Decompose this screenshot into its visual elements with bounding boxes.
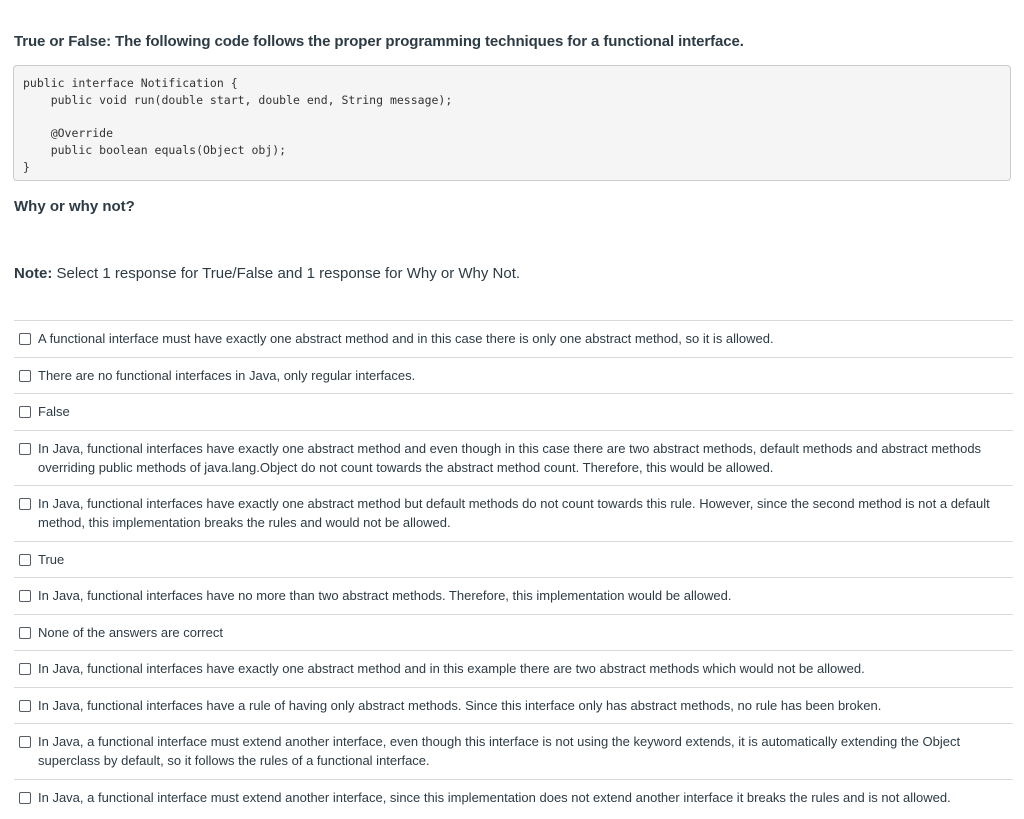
answer-option[interactable] bbox=[14, 577, 1013, 614]
why-label: Why or why not? bbox=[14, 198, 135, 215]
note bbox=[14, 265, 520, 282]
answer-text: In Java, a functional interface must extend another interface, since this implementation does not extend another interface it breaks the rules and is not allowed. bbox=[38, 789, 951, 805]
answer-option[interactable] bbox=[14, 430, 1013, 486]
answer-list bbox=[14, 320, 1013, 815]
answer-option[interactable] bbox=[14, 320, 1013, 357]
answer-text: None of the answers are correct bbox=[38, 624, 223, 640]
checkbox-icon[interactable] bbox=[19, 554, 31, 566]
answer-text: There are no functional interfaces in Java, only regular interfaces. bbox=[38, 367, 416, 383]
answer-text: In Java, functional interfaces have a rule of having only abstract methods. Since this interface only has abstract methods, no rule has been broken. bbox=[38, 697, 882, 713]
checkbox-icon[interactable] bbox=[19, 663, 31, 675]
answer-option[interactable] bbox=[14, 485, 1013, 541]
answer-text: True bbox=[38, 551, 65, 567]
answer-text: False bbox=[38, 404, 70, 419]
checkbox-icon[interactable] bbox=[19, 333, 31, 345]
answer-option[interactable] bbox=[14, 650, 1013, 687]
checkbox-icon[interactable] bbox=[19, 498, 31, 510]
code-block: public interface Notification { public void run(double start, double end, String message); @Override public boolean equals(Object obj); } bbox=[13, 65, 1011, 181]
note-text: Select 1 response for True/False and 1 response for Why or Why Not. bbox=[52, 265, 521, 282]
answer-text: In Java, functional interfaces have no more than two abstract methods. Therefore, this implementation would be allowed. bbox=[38, 588, 732, 603]
answer-text: In Java, functional interfaces have exactly one abstract method and even though in this case there are two abstract methods, default methods and abstract methods overriding public methods of java.lang.Object do not count towards the abstract method count. Therefore, this would be allowed. bbox=[38, 440, 982, 475]
answer-option[interactable] bbox=[14, 541, 1013, 578]
answer-text: A functional interface must have exactly one abstract method and in this case there is only one abstract method, so it is allowed. bbox=[38, 331, 774, 346]
answer-option[interactable] bbox=[14, 393, 1013, 430]
checkbox-icon[interactable] bbox=[19, 700, 31, 712]
checkbox-icon[interactable] bbox=[19, 792, 31, 804]
answer-option[interactable] bbox=[14, 723, 1013, 779]
checkbox-icon[interactable] bbox=[19, 443, 31, 455]
answer-option[interactable] bbox=[14, 357, 1013, 394]
checkbox-icon[interactable] bbox=[19, 406, 31, 418]
checkbox-icon[interactable] bbox=[19, 590, 31, 602]
note-label: Note: bbox=[14, 265, 53, 282]
checkbox-icon[interactable] bbox=[19, 627, 31, 639]
answer-option[interactable] bbox=[14, 779, 1013, 816]
answer-text: In Java, a functional interface must extend another interface, even though this interface is not using the keyword extends, it is automatically extending the Object superclass by default, so it follows the rules of a functional interface. bbox=[38, 734, 961, 768]
checkbox-icon[interactable] bbox=[19, 736, 31, 748]
answer-option[interactable] bbox=[14, 687, 1013, 724]
checkbox-icon[interactable] bbox=[19, 370, 31, 382]
answer-option[interactable] bbox=[14, 614, 1013, 651]
question-title: True or False: The following code follows the proper programming techniques for a functional interface. bbox=[14, 33, 744, 50]
answer-text: In Java, functional interfaces have exactly one abstract method but default methods do not count towards this rule. However, since the second method is not a default method, this implementation breaks the rules and would not be allowed. bbox=[38, 496, 990, 530]
answer-text: In Java, functional interfaces have exactly one abstract method and in this example there are two abstract methods which would not be allowed. bbox=[38, 661, 865, 676]
